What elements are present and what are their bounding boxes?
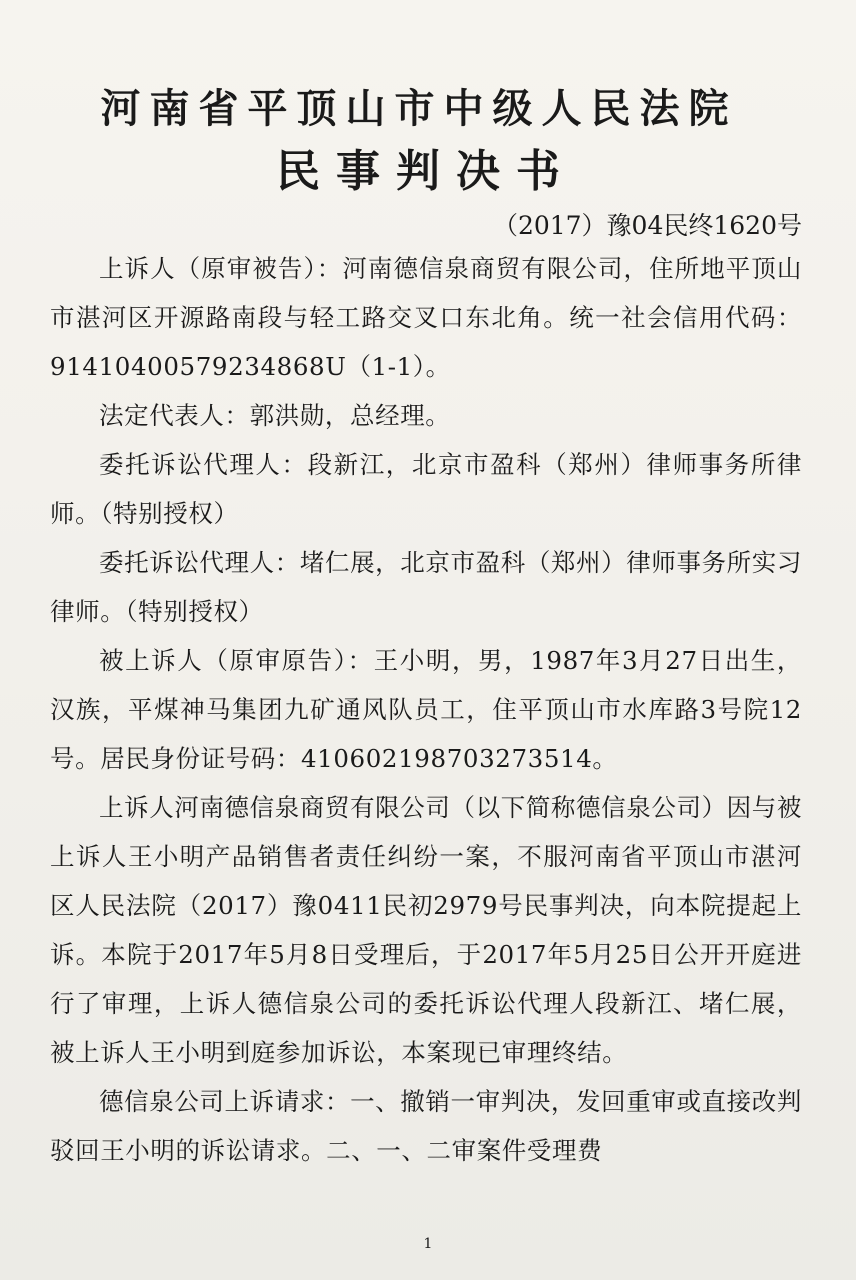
document-body <box>50 244 802 1175</box>
case-number: （2017）豫04民终1620号 <box>492 211 802 240</box>
legal-representative-paragraph: 法定代表人：郭洪勋，总经理。 <box>99 401 451 430</box>
document-type-title: 民事判决书 <box>276 146 576 197</box>
appellant-paragraph: 上诉人（原审被告）：河南德信泉商贸有限公司，住所地平顶山市湛河区开源路南段与轻工路交叉口东北角。统一社会信用代码：91410400579234868U（1-1）。 <box>50 254 802 381</box>
appeal-request-paragraph: 德信泉公司上诉请求：一、撤销一审判决，发回重审或直接改判驳回王小明的诉讼请求。二、一、二审案件受理费 <box>50 1087 802 1165</box>
agent-paragraph-2: 委托诉讼代理人：堵仁展，北京市盈科（郑州）律师事务所实习律师。（特别授权） <box>50 548 802 626</box>
agent-paragraph-1: 委托诉讼代理人：段新江，北京市盈科（郑州）律师事务所律师。（特别授权） <box>50 450 802 528</box>
case-summary-paragraph: 上诉人河南德信泉商贸有限公司（以下简称德信泉公司）因与被上诉人王小明产品销售者责任纠纷一案，不服河南省平顶山市湛河区人民法院（2017）豫0411民初2979号民事判决，向本院提起上诉。本院于2017年5月8日受理后，于2017年5月25日公开开庭进行了审理，上诉人德信泉公司的委托诉讼代理人段新江、堵仁展，被上诉人王小明到庭参加诉讼，本案现已审理终结。 <box>50 793 802 1067</box>
court-name: 河南省平顶山市中级人民法院 <box>100 86 738 132</box>
page-number: 1 <box>423 1236 433 1252</box>
appellee-paragraph: 被上诉人（原审原告）：王小明，男，1987年3月27日出生，汉族，平煤神马集团九矿通风队员工，住平顶山市水库路3号院12号。居民身份证号码：410602198703273514。 <box>50 646 802 773</box>
